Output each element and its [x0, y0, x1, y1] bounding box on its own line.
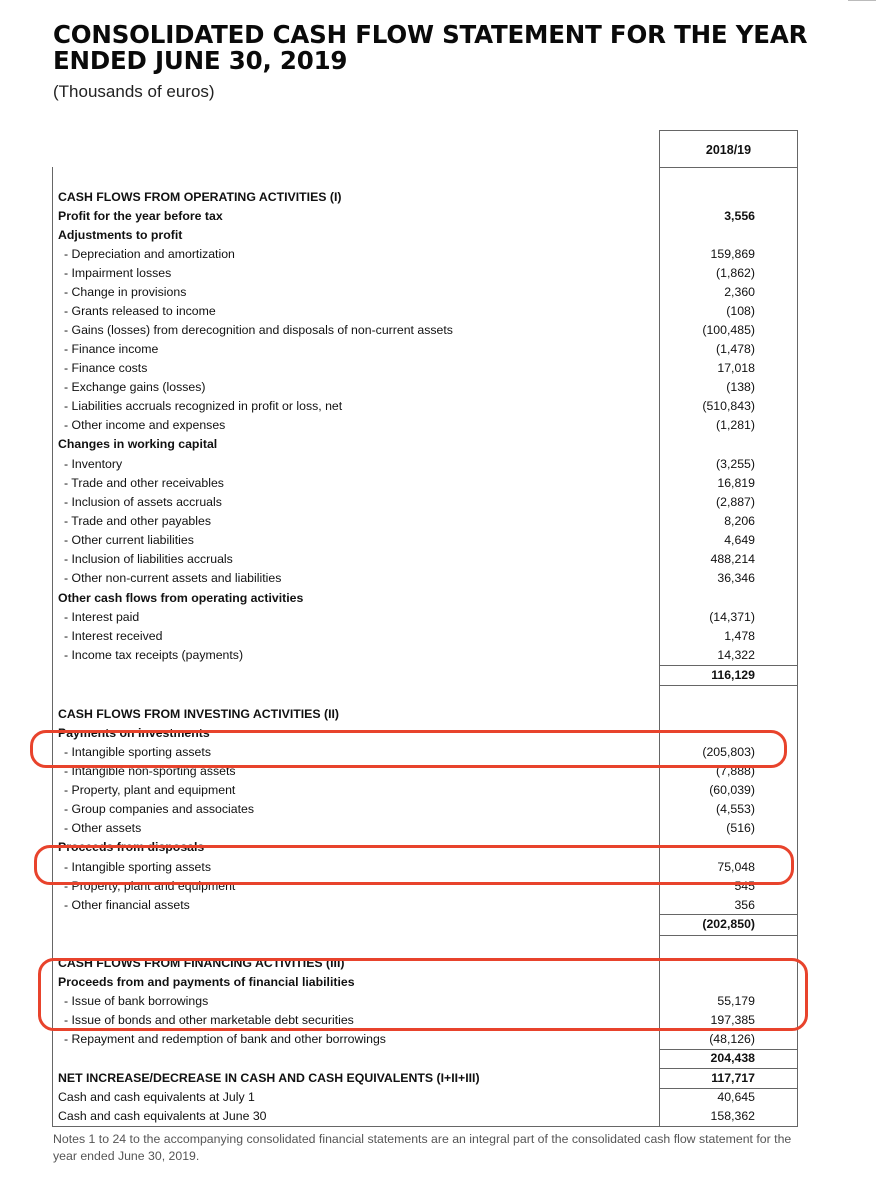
subtotal-line [659, 665, 798, 666]
subheading-other-cash-flows [58, 591, 798, 610]
units-subtitle: (Thousands of euros) [53, 82, 215, 101]
row-label: Payments on investments [58, 726, 210, 740]
table-row [58, 476, 798, 495]
row-label: - Grants released to income [64, 304, 216, 318]
row-value: 356 [734, 898, 755, 912]
row-label: CASH FLOWS FROM OPERATING ACTIVITIES (I) [58, 190, 342, 204]
row-label: - Other current liabilities [64, 533, 194, 547]
row-value: (100,485) [702, 323, 755, 337]
row-label: - Property, plant and equipment [64, 783, 236, 797]
table-row [58, 247, 798, 266]
row-label: - Impairment losses [64, 266, 172, 280]
row-label: - Property, plant and equipment [64, 879, 236, 893]
row-label: - Other assets [64, 821, 142, 835]
subtotal-line [659, 1068, 798, 1069]
row-label: - Trade and other receivables [64, 476, 224, 490]
table-row [58, 418, 798, 437]
row-label: - Intangible sporting assets [64, 860, 211, 874]
row-label: - Other non-current assets and liabilities [64, 571, 282, 585]
subheading-adjustments [58, 228, 798, 247]
row-value: 204,438 [710, 1051, 755, 1065]
row-label: - Exchange gains (losses) [64, 380, 206, 394]
table-row [58, 209, 798, 228]
row-label: - Other income and expenses [64, 418, 226, 432]
row-value: (516) [726, 821, 755, 835]
footnote: Notes 1 to 24 to the accompanying consolidated financial statements are an integral part of the consolidated cash flow statement for the year ended June 30, 2019. [53, 1132, 792, 1163]
row-label: - Inclusion of assets accruals [64, 495, 222, 509]
table-row [58, 571, 798, 590]
row-label: Adjustments to profit [58, 228, 183, 242]
row-value: (3,255) [716, 457, 755, 471]
row-label: CASH FLOWS FROM INVESTING ACTIVITIES (II) [58, 707, 340, 721]
subtotal-line [659, 935, 798, 936]
table-row [58, 380, 798, 399]
row-label: CASH FLOWS FROM FINANCING ACTIVITIES (III) [58, 956, 345, 970]
row-label: Proceeds from and payments of financial liabilities [58, 975, 355, 989]
row-value: 116,129 [711, 668, 755, 682]
column-header: 2018/19 [705, 143, 752, 157]
cash-start-row [58, 1090, 798, 1109]
subtotal-line [659, 914, 798, 915]
row-label: - Finance costs [64, 361, 148, 375]
highlight-box-proceeds [34, 845, 794, 885]
section-heading-investing [58, 707, 798, 726]
table-row [58, 304, 798, 323]
table-row [58, 266, 798, 285]
cash-end-row [58, 1109, 798, 1128]
page-title: CONSOLIDATED CASH FLOW STATEMENT FOR THE YEAR ENDED JUNE 30, 2019 [53, 20, 808, 75]
row-value: 14,322 [717, 648, 755, 662]
row-label: - Income tax receipts (payments) [64, 648, 244, 662]
subtotal-line [659, 1049, 798, 1050]
row-value: (1,862) [716, 266, 755, 280]
row-value: 158,362 [710, 1109, 755, 1123]
table-row [58, 514, 798, 533]
table-row [58, 285, 798, 304]
row-value: 55,179 [717, 994, 755, 1008]
row-label: - Change in provisions [64, 285, 187, 299]
row-value: (202,850) [702, 917, 755, 931]
row-label: Cash and cash equivalents at July 1 [58, 1090, 255, 1104]
row-label: - Repayment and redemption of bank and other borrowings [64, 1032, 386, 1046]
subheading-working-capital [58, 437, 798, 456]
row-value: (1,478) [716, 342, 755, 356]
top-edge-line [848, 0, 876, 1]
row-label: - Inventory [64, 457, 123, 471]
table-row [58, 821, 798, 840]
row-label: Cash and cash equivalents at June 30 [58, 1109, 267, 1123]
subtotal-line [659, 685, 798, 686]
subtotal-line [659, 1088, 798, 1089]
table-row [58, 783, 798, 802]
table-row [58, 629, 798, 648]
row-value: 488,214 [710, 552, 755, 566]
row-label: - Issue of bonds and other marketable debt securities [64, 1013, 354, 1027]
row-label: - Intangible non-sporting assets [64, 764, 236, 778]
row-value: 40,645 [717, 1090, 755, 1104]
column-header-divider [659, 167, 798, 168]
table-row [58, 323, 798, 342]
row-label: - Liabilities accruals recognized in profit or loss, net [64, 399, 343, 413]
row-value: 159,869 [710, 247, 755, 261]
row-value: (60,039) [709, 783, 755, 797]
row-value: 16,819 [717, 476, 755, 490]
table-row [58, 610, 798, 629]
investing-total-row [58, 917, 798, 936]
row-value: (205,803) [702, 745, 755, 759]
row-label: - Interest paid [64, 610, 140, 624]
table-row [58, 533, 798, 552]
row-label: Other cash flows from operating activities [58, 591, 304, 605]
row-value: (14,371) [709, 610, 755, 624]
row-value: (48,126) [709, 1032, 755, 1046]
row-value: (108) [726, 304, 755, 318]
row-label: - Interest received [64, 629, 163, 643]
row-value: 75,048 [717, 860, 755, 874]
row-value: (7,888) [716, 764, 755, 778]
section-heading-operating [58, 190, 798, 209]
row-label: - Finance income [64, 342, 159, 356]
table-row [58, 342, 798, 361]
row-label: - Group companies and associates [64, 802, 255, 816]
row-label: - Trade and other payables [64, 514, 211, 528]
row-value: 17,018 [717, 361, 755, 375]
row-label: Profit for the year before tax [58, 209, 223, 223]
row-value: 1,478 [724, 629, 755, 643]
table-row [58, 552, 798, 571]
row-label: - Gains (losses) from derecognition and disposals of non-current assets [64, 323, 453, 337]
row-value: 117,717 [711, 1071, 755, 1085]
row-label: Changes in working capital [58, 437, 218, 451]
row-label: - Other financial assets [64, 898, 190, 912]
row-value: (510,843) [702, 399, 755, 413]
table-row [58, 399, 798, 418]
row-value: 4,649 [724, 533, 755, 547]
row-label: NET INCREASE/DECREASE IN CASH AND CASH EQUIVALENTS (I+II+III) [58, 1071, 480, 1085]
highlight-box-financing [38, 958, 808, 1031]
highlight-box-payments [30, 730, 787, 768]
row-value: 545 [734, 879, 755, 893]
row-value: (2,887) [716, 495, 755, 509]
table-row [58, 457, 798, 476]
row-label: - Intangible sporting assets [64, 745, 211, 759]
table-row [58, 802, 798, 821]
row-value: 8,206 [724, 514, 755, 528]
row-value: 36,346 [717, 571, 755, 585]
row-value: 197,385 [710, 1013, 755, 1027]
row-label: Proceeds from disposals [58, 840, 205, 854]
row-value: 2,360 [724, 285, 755, 299]
row-value: (4,553) [716, 802, 755, 816]
row-label: - Inclusion of liabilities accruals [64, 552, 233, 566]
table-row [58, 495, 798, 514]
row-label: - Issue of bank borrowings [64, 994, 209, 1008]
row-label: - Depreciation and amortization [64, 247, 235, 261]
table-row [58, 361, 798, 380]
row-value: 3,556 [724, 209, 755, 223]
row-value: (138) [726, 380, 755, 394]
row-value: (1,281) [716, 418, 755, 432]
